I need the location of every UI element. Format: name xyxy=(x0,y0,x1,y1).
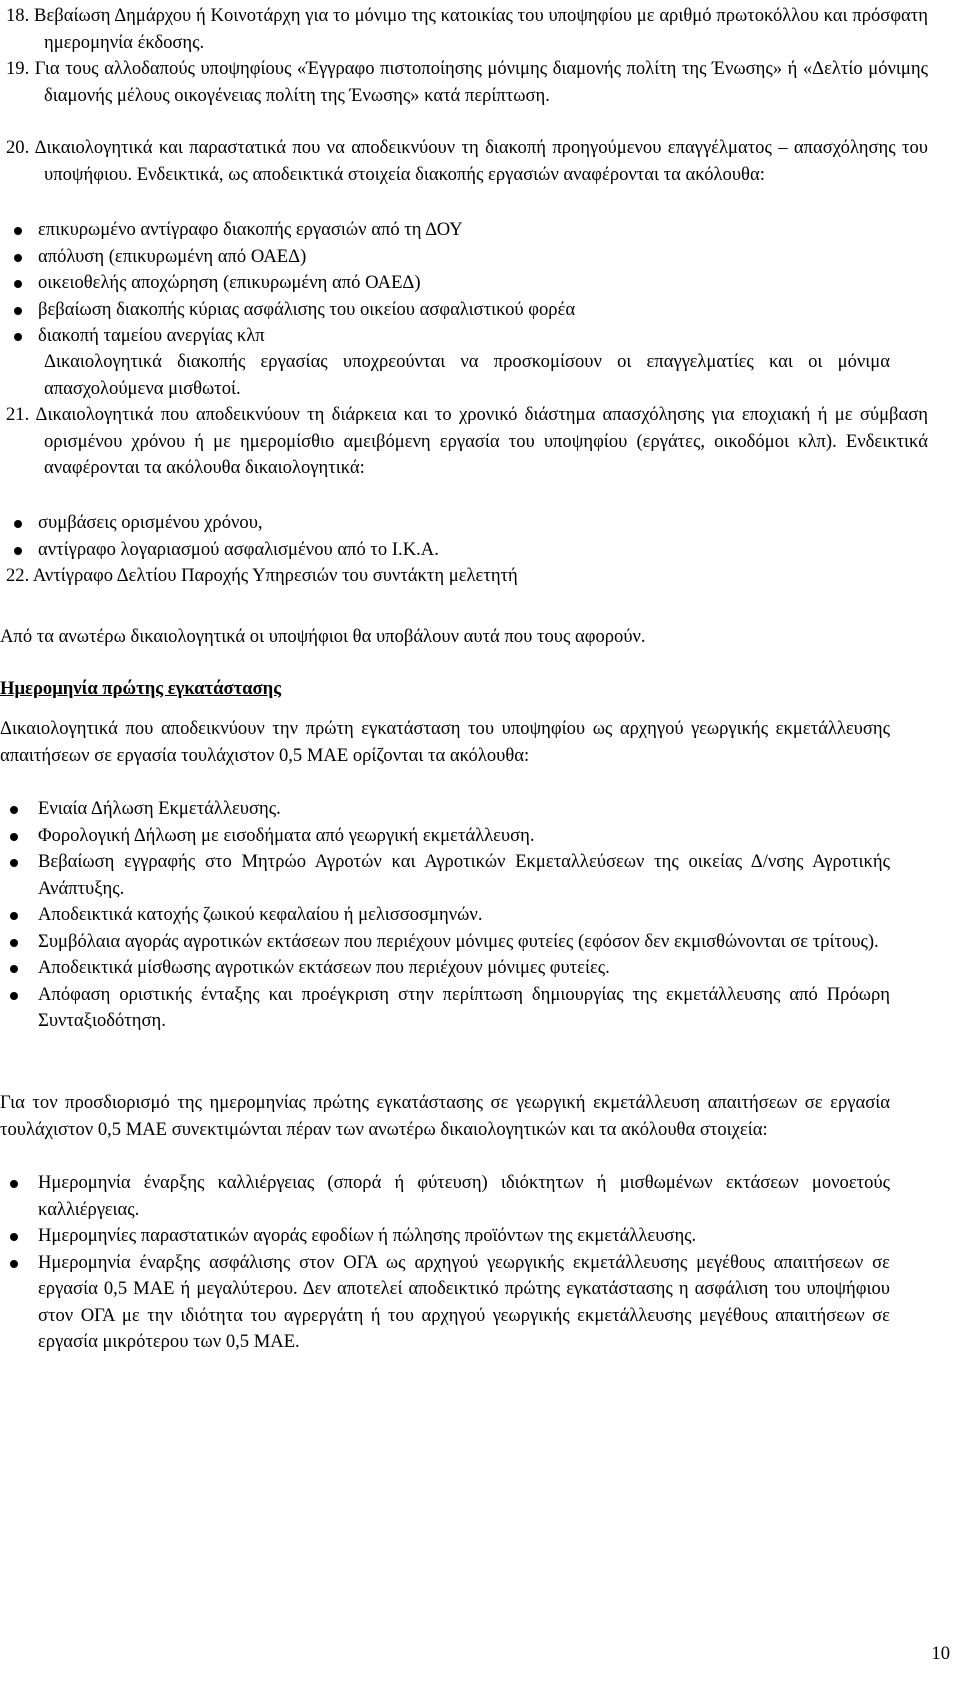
list-item: διακοπή ταμείου ανεργίας κλπ xyxy=(0,323,890,350)
bullet-icon xyxy=(10,1233,18,1241)
section-list xyxy=(0,796,890,1035)
item-21: 21. Δικαιολογητικά που αποδεικνύουν τη διάρκεια και το χρονικό διάστημα απασχόλησης για εποχιακή ή με σύμβαση ορισμένου χρόνου ή με ημερομίσθιο αμειβόμενη εργασία του υποψηφίου (εργάτες, οικοδόμοι κλπ). Ενδεικτικά αναφέρονται τα ακόλουθα δικαιολογητικά: xyxy=(6,404,928,478)
item-20-list xyxy=(0,217,890,350)
list-item: βεβαίωση διακοπής κύριας ασφάλισης του οικείου ασφαλιστικού φορέα xyxy=(0,297,890,324)
item-20-note: Δικαιολογητικά διακοπής εργασίας υποχρεούνται να προσκομίσουν οι επαγγελματίες και οι μόνιμα απασχολούμενα μισθωτοί. xyxy=(44,351,890,399)
bullet-icon xyxy=(14,227,22,235)
list-item: επικυρωμένο αντίγραφο διακοπής εργασιών από τη ΔΟΥ xyxy=(0,217,890,244)
determination-list xyxy=(0,1170,890,1356)
bullet-icon xyxy=(14,547,22,555)
bullet-icon xyxy=(10,1180,18,1188)
list-item: απόλυση (επικυρωμένη από ΟΑΕΔ) xyxy=(0,244,890,271)
list-item: Απόφαση οριστικής ένταξης και προέγκριση στην περίπτωση δημιουργίας της εκμετάλλευσης από Πρόωρη Συνταξιοδότηση. xyxy=(0,982,890,1035)
list-item: συμβάσεις ορισμένου χρόνου, xyxy=(0,510,890,537)
list-item: Ημερομηνία έναρξης καλλιέργειας (σπορά ή φύτευση) ιδιόκτητων ή μισθωμένων εκτάσεων μονοετούς καλλιέργειας. xyxy=(0,1170,890,1223)
list-item: Ενιαία Δήλωση Εκμετάλλευσης. xyxy=(0,796,890,823)
list-item: Αποδεικτικά κατοχής ζωικού κεφαλαίου ή μελισσοσμηνών. xyxy=(0,902,890,929)
list-item: Αποδεικτικά μίσθωσης αγροτικών εκτάσεων που περιέχουν μόνιμες φυτείες. xyxy=(0,955,890,982)
bullet-icon xyxy=(10,1260,18,1268)
section-heading: Ημερομηνία πρώτης εγκατάστασης xyxy=(0,678,282,699)
item-20: 20. Δικαιολογητικά και παραστατικά που να αποδεικνύουν τη διακοπή προηγούμενου επαγγέλματος – απασχόλησης του υποψήφιου. Ενδεικτικά, ως αποδεικτικά στοιχεία διακοπής εργασιών αναφέρονται τα ακόλουθα: xyxy=(6,137,928,185)
bullet-icon xyxy=(14,307,22,315)
item-19: 19. Για τους αλλοδαπούς υποψηφίους «Έγγραφο πιστοποίησης μόνιμης διαμονής πολίτη της Ένωσης» ή «Δελτίο μόνιμης διαμονής μέλους οικογένειας πολίτη της Ένωσης» κατά περίπτωση. xyxy=(6,58,928,106)
bullet-icon xyxy=(10,912,18,920)
list-item: αντίγραφο λογαριασμού ασφαλισμένου από το Ι.Κ.Α. xyxy=(0,537,890,564)
bullet-icon xyxy=(10,806,18,814)
summary-paragraph: Από τα ανωτέρω δικαιολογητικά οι υποψήφιοι θα υποβάλουν αυτά που τους αφορούν. xyxy=(0,626,646,647)
page-number: 10 xyxy=(931,1643,950,1664)
determination-intro: Για τον προσδιορισμό της ημερομηνίας πρώτης εγκατάστασης σε γεωργική εκμετάλλευση απαιτήσεων σε εργασία τουλάχιστον 0,5 ΜΑΕ συνεκτιμώνται πέραν των ανωτέρω δικαιολογητικών και τα ακόλουθα στοιχεία: xyxy=(0,1092,890,1140)
bullet-icon xyxy=(10,992,18,1000)
bullet-icon xyxy=(10,965,18,973)
section-intro: Δικαιολογητικά που αποδεικνύουν την πρώτη εγκατάσταση του υποψηφίου ως αρχηγού γεωργικής εκμετάλλευσης απαιτήσεων σε εργασία τουλάχιστον 0,5 ΜΑΕ ορίζονται τα ακόλουθα: xyxy=(0,718,890,766)
bullet-icon xyxy=(10,859,18,867)
bullet-icon xyxy=(14,520,22,528)
list-item: Συμβόλαια αγοράς αγροτικών εκτάσεων που περιέχουν μόνιμες φυτείες (εφόσον δεν εκμισθώνονται σε τρίτους). xyxy=(0,929,890,956)
bullet-icon xyxy=(10,833,18,841)
list-item: Βεβαίωση εγγραφής στο Μητρώο Αγροτών και Αγροτικών Εκμεταλλεύσεων της οικείας Δ/νσης Αγροτικής Ανάπτυξης. xyxy=(0,849,890,902)
bullet-icon xyxy=(10,939,18,947)
bullet-icon xyxy=(14,280,22,288)
item-21-list xyxy=(0,510,890,563)
item-22: 22. Αντίγραφο Δελτίου Παροχής Υπηρεσιών του συντάκτη μελετητή xyxy=(6,565,518,586)
bullet-icon xyxy=(14,254,22,262)
list-item: οικειοθελής αποχώρηση (επικυρωμένη από ΟΑΕΔ) xyxy=(0,270,890,297)
list-item: Ημερομηνία έναρξης ασφάλισης στον ΟΓΑ ως αρχηγού γεωργικής εκμετάλλευσης μεγέθους απαιτήσεων σε εργασία 0,5 ΜΑΕ ή μεγαλύτερου. Δεν αποτελεί αποδεικτικό πρώτης εγκατάστασης η ασφάλιση του υποψήφιου στον ΟΓΑ με την ιδιότητα του αγρεργάτη ή του αρχηγού γεωργικής εκμετάλλευσης μεγέθους απαιτήσεων σε εργασία μικρότερου των 0,5 ΜΑΕ. xyxy=(0,1250,890,1356)
item-18: 18. Βεβαίωση Δημάρχου ή Κοινοτάρχη για το μόνιμο της κατοικίας του υποψηφίου με αριθμό πρωτοκόλλου και πρόσφατη ημερομηνία έκδοσης. xyxy=(6,5,928,53)
list-item: Ημερομηνίες παραστατικών αγοράς εφοδίων ή πώλησης προϊόντων της εκμετάλλευσης. xyxy=(0,1223,890,1250)
list-item: Φορολογική Δήλωση με εισοδήματα από γεωργική εκμετάλλευση. xyxy=(0,823,890,850)
bullet-icon xyxy=(14,333,22,341)
